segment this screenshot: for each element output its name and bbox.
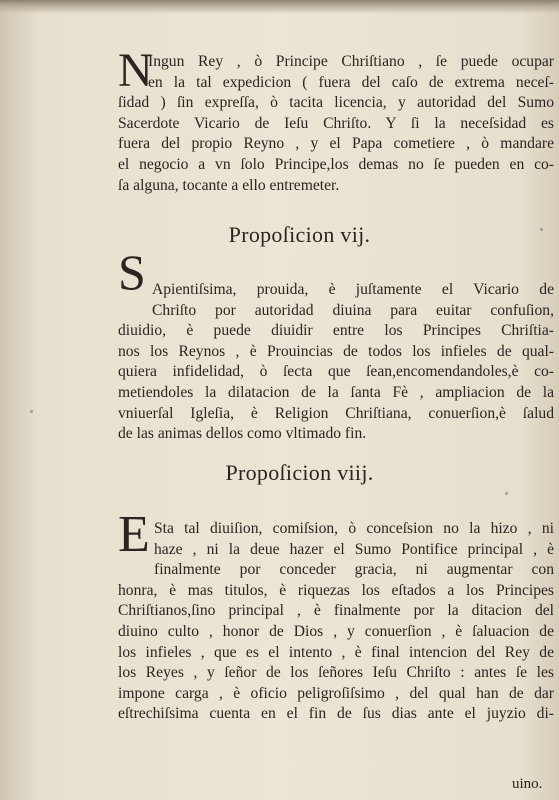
text-line: Chriſtianos,ſino principal , è finalmente por la ditacion del bbox=[118, 602, 554, 620]
text-line: los Reyes , y ſeñor de los ſeñores Ieſu Chriſto : antes ſe les bbox=[118, 664, 554, 682]
dropcap-s: S bbox=[118, 244, 146, 300]
paper-speck bbox=[30, 410, 33, 413]
text-line: en la tal expedicion ( fuera del caſo de extrema neceſ- bbox=[148, 73, 554, 91]
text-line: quiera infidelidad, ò ſecta que ſean,encomendandoles,è co- bbox=[118, 363, 554, 381]
dropcap-n: N bbox=[118, 44, 153, 97]
text-line: diuino culto , honor de Dios , y conuerſion , è ſaluacion de bbox=[118, 622, 554, 640]
text-line: nos los Reynos , è Prouincias de todos los infieles de qual- bbox=[118, 342, 554, 360]
paragraph-3-lines bbox=[118, 519, 554, 725]
text-line: Chriſto por autoridad diuina para euitar confuſion, bbox=[152, 301, 554, 319]
text-line: vniuerſal Igleſia, è Religion Chriſtiana, conuerſion,è ſalud bbox=[118, 404, 554, 422]
text-line: Ingun Rey , ò Principe Chriſtiano , ſe puede ocupar bbox=[148, 53, 554, 70]
text-line: el negocio a vn ſolo Principe,los demas no ſe pueden en co- bbox=[118, 155, 554, 173]
text-line: metiendoles la dilatacion de la ſanta Fè , ampliacion de la bbox=[118, 383, 554, 401]
text-line: finalmente por conceder gracia, ni augmentar con bbox=[154, 561, 554, 579]
dropcap-e: E bbox=[118, 506, 150, 563]
text-line: Apientiſsima, prouida, è juſtamente el Vicario de bbox=[152, 281, 554, 298]
page-top-edge bbox=[0, 0, 559, 14]
catchword: uino. bbox=[512, 776, 543, 792]
text-line: Sacerdote Vicario de Ieſu Chriſto. Y ſi la neceſsidad es bbox=[118, 114, 554, 132]
text-line: haze , ni la deue hazer el Sumo Pontifice principal , è bbox=[154, 540, 554, 558]
text-line: los infieles , que es el intento , è final intencion del Rey de bbox=[118, 643, 554, 661]
text-line: ſidad ) ſin expreſſa, ò tacita licencia, y autoridad del Sumo bbox=[118, 94, 554, 112]
text-line: diuidio, è puede diuidir entre los Principes Chriſtia- bbox=[118, 322, 554, 340]
text-line: ſa alguna, tocante a ello entremeter. bbox=[118, 176, 340, 194]
paragraph-2-lines bbox=[118, 280, 554, 445]
text-line: Sta tal diuiſion, comiſsion, ò conceſsion no la hizo , ni bbox=[154, 520, 554, 537]
text-line: impone carga , è oficio peligroſiſsimo , del qual han de dar bbox=[118, 684, 554, 702]
paper-speck bbox=[505, 492, 508, 495]
section-heading-vii: Propoſicion vij. bbox=[228, 222, 371, 247]
text-line: fuera del propio Reyno , y el Papa cometiere , ò mandare bbox=[118, 135, 554, 153]
paragraph-1-lines bbox=[118, 52, 554, 196]
paper-speck bbox=[540, 228, 543, 231]
text-line: honra, è mas titulos, è riquezas los eſtados a los Principes bbox=[118, 581, 554, 599]
section-heading-viii: Propoſicion viij. bbox=[225, 460, 374, 485]
text-line: eſtrechiſsima cuenta en el fin de ſus dias ante el juyzio di- bbox=[118, 705, 554, 723]
text-line: de las animas dellos como vltimado fin. bbox=[118, 425, 367, 443]
